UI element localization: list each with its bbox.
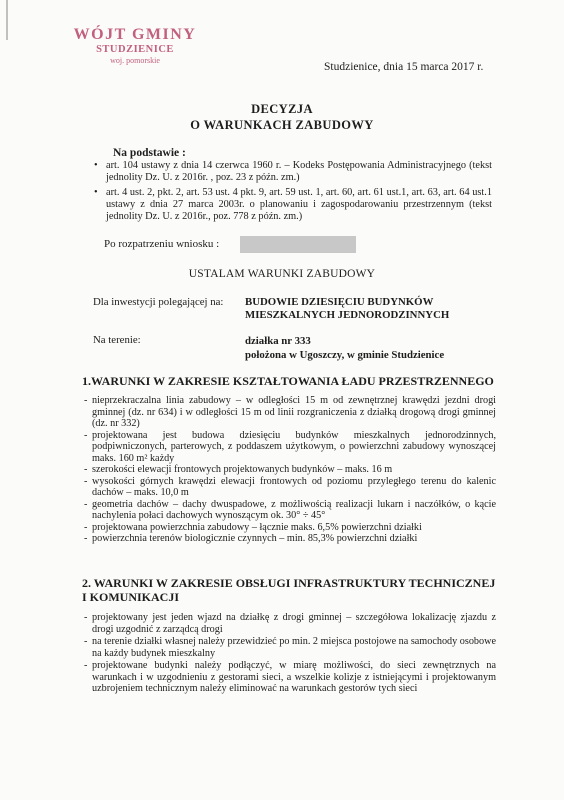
parcel-number: działka nr 333 — [245, 335, 311, 347]
stamp-line-2: STUDZIENICE — [96, 44, 174, 55]
legal-basis-heading: Na podstawie : — [113, 147, 186, 159]
investment-value: BUDOWIE DZIESIĘCIU BUDYNKÓW MIESZKALNYCH JEDNORODZINNYCH — [245, 296, 450, 321]
section-1-list — [84, 395, 496, 545]
scan-edge-line — [6, 0, 8, 40]
redacted-block — [240, 236, 356, 253]
section-1-item: - geometria dachów – dachy dwuspadowe, z możliwością realizacji lukarn i naczółków, o kącie nachylenia połaci dachowych wynoszącym ok. 30° ÷ 45° — [84, 499, 496, 522]
legal-basis-item: • art. 4 ust. 2, pkt. 2, art. 53 ust. 4 pkt. 9, art. 59 ust. 1, art. 60, art. 61 ust.1, art. 63, art. 64 ust.1 ustawy z dnia 27 marca 2003r. o planowaniu i zagospodarowaniu przestrzennym (tekst jednolity Dz. U. z 2016r., poz. 778 z późn. zm.) — [92, 187, 492, 223]
document-subtitle: O WARUNKACH ZABUDOWY — [190, 118, 374, 132]
section-1-item: - szerokości elewacji frontowych projektowanych budynków – maks. 16 m — [84, 464, 496, 476]
legal-basis-list — [92, 160, 492, 226]
investment-label: Dla inwestycji polegającej na: — [93, 296, 224, 308]
section-1-item: - projektowana jest budowa dziesięciu budynków mieszkalnych jednorodzinnych, podpiwniczonych, parterowych, z poddaszem użytkowym, o powierzchni zabudowy wynoszącej maks. 160 m² każdy — [84, 430, 496, 465]
main-heading: USTALAM WARUNKI ZABUDOWY — [188, 268, 376, 280]
section-1-item: - powierzchnia terenów biologicznie czynnych – min. 85,3% powierzchni działki — [84, 533, 496, 545]
area-label: Na terenie: — [93, 334, 141, 346]
section-1-title: 1.WARUNKI W ZAKRESIE KSZTAŁTOWANIA ŁADU PRZESTRZENNEGO — [82, 374, 494, 388]
official-stamp — [60, 26, 210, 65]
area-value — [245, 334, 444, 362]
document-title: DECYZJA — [251, 102, 313, 116]
section-1-item: - projektowana powierzchnia zabudowy – łącznie maks. 6,5% powierzchni działki — [84, 522, 496, 534]
section-2-item: - na terenie działki własnej należy przewidzieć po min. 2 miejsca postojowe na samochody osobowe na każdy budynek mieszkalny — [84, 636, 496, 659]
section-2-title: 2. WARUNKI W ZAKRESIE OBSŁUGI INFRASTRUKTURY TECHNICZNEJ I KOMUNIKACJI — [82, 576, 496, 604]
place-and-date: Studzienice, dnia 15 marca 2017 r. — [324, 61, 484, 73]
section-2-item: - projektowane budynki należy podłączyć, w miarę możliwości, do sieci zewnętrznych na warunkach i w uzgodnieniu z gestorami sieci, a wszelkie kolizje z istniejącymi i projektowanym uzbrojeniem technicznym należy eliminować na warunkach gestorów tych sieci — [84, 660, 496, 695]
section-1-item: - nieprzekraczalna linia zabudowy – w odległości 15 m od zewnętrznej krawędzi jezdni drogi gminnej (dz. nr 634) i w odległości 15 m od linii rozgraniczenia z działką drogową drogi gminnej (dz. nr 332) — [84, 395, 496, 430]
stamp-line-3: woj. pomorskie — [110, 56, 160, 65]
parcel-location: położona w Ugoszczy, w gminie Studzienice — [245, 349, 445, 361]
section-1-item: - wysokości górnych krawędzi elewacji frontowych od poziomu przyległego terenu do kalenic dachów – maks. 10,0 m — [84, 476, 496, 499]
section-2-list — [84, 612, 496, 696]
request-label: Po rozpatrzeniu wniosku : — [104, 238, 220, 250]
section-2-item: - projektowany jest jeden wjazd na działkę z drogi gminnej – szczegółowa lokalizację zjazdu z drogi uzgodnić z zarządcą drogi — [84, 612, 496, 635]
legal-basis-item: • art. 104 ustawy z dnia 14 czerwca 1960 r. – Kodeks Postępowania Administracyjnego (tekst jednolity Dz. U. z 2016r. , poz. 23 z późn. zm.) — [92, 160, 492, 184]
stamp-line-1: WÓJT GMINY — [73, 26, 197, 43]
